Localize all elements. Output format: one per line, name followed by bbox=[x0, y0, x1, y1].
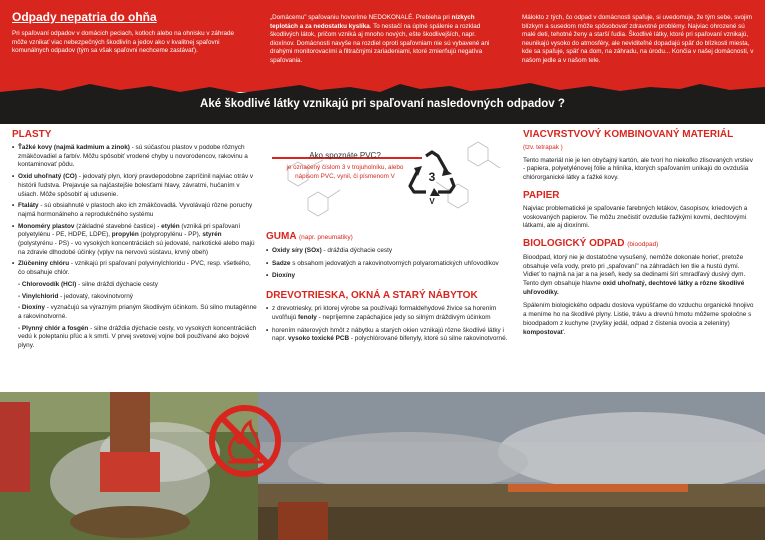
bio-title-text: BIOLOGICKÝ ODPAD bbox=[523, 237, 625, 249]
item-term: fenoly bbox=[298, 313, 317, 321]
item-text: Bioodpad, ktorý nie je dostatočne vysušený, nemôže dokonale horieť, pretože obsahuje veľa vody, preto pri „spaľovaní" na záhradách len tlie a hustú dymí. Vidieť to najmä na jar a na jeseň, kedy sa dedinami šíri smradľavý dusivý dym. Tento dym obsahuje hlavne bbox=[523, 253, 746, 288]
bio-text-1 bbox=[523, 254, 755, 298]
list-item bbox=[12, 223, 258, 258]
bio-note: (bioodpad) bbox=[627, 240, 659, 248]
middle-column bbox=[266, 230, 508, 348]
item-term: oxid uhoľnatý, dechtové látky a rôzne škodlivé uhľovodíky. bbox=[523, 280, 745, 296]
item-text: z drevotriesky, pri ktorej výrobe sa používajú formaldehydové živice sa horením uvoľňujú bbox=[272, 305, 497, 321]
list-item bbox=[12, 144, 258, 170]
item-text: Spálením biologického odpadu doslova vypúšťame do vzduchu organické hnojivo a meníme ho na škodlivé plyny. Listie, trávu a drevnú hmotu môžeme spoločne s bioodpadom z kuchyne (zvyšky jedál, odpad z čistenia ovocia a zeleniny) bbox=[523, 302, 754, 327]
item-term: - Vinylchlorid bbox=[18, 292, 59, 300]
item-text: horením náterových hmôt z nábytku a starých okien vznikajú rôzne škodlivé látky i napr. bbox=[272, 326, 504, 343]
drevo-title: DREVOTRIESKA, OKNÁ A STARÝ NÁBYTOK bbox=[266, 290, 478, 302]
list-item bbox=[12, 173, 258, 199]
list-subitem bbox=[12, 325, 258, 351]
item-term: Ftaláty bbox=[18, 202, 39, 210]
item-term: styrén bbox=[202, 231, 222, 239]
pvc-title: Ako spoznáte PVC? bbox=[309, 151, 381, 160]
list-item bbox=[12, 202, 258, 219]
item-text: (základné stavebné častice) - bbox=[74, 222, 162, 230]
item-term: Monoméry plastov bbox=[18, 222, 75, 230]
item-term: etylén bbox=[161, 222, 180, 230]
guma-title-text: GUMA bbox=[266, 231, 297, 242]
list-item bbox=[266, 272, 508, 281]
item-term: - Chlorovodík (HCl) bbox=[18, 280, 77, 288]
photo-strip bbox=[0, 392, 765, 540]
item-term: - Dioxíny bbox=[18, 304, 45, 312]
pvc-text: je označený číslom 3 v trojuholníku, alebo nápisom PVC, vynil, či písmenom V bbox=[286, 164, 404, 180]
item-term: Dioxíny bbox=[272, 272, 296, 280]
papier-title: PAPIER bbox=[523, 189, 560, 201]
list-subitem bbox=[12, 281, 258, 290]
item-text: (vzniká pri spaľovaní polyetylénu - PE, HDPE, LDPE), bbox=[18, 222, 241, 239]
item-text: s obsahom jedovatých a rakovinotvorných polyaromatických uhľovodíkov bbox=[290, 259, 499, 267]
item-text: . bbox=[563, 328, 566, 336]
intro-title: Odpady nepatria do ohňa bbox=[12, 10, 157, 24]
item-text: - jedovatý, rakovinotvorný bbox=[58, 292, 133, 300]
item-text: - sú súčasťou plastov v podobe rôznych zmäkčovadiel a farbív. Môžu spôsobiť vrodené chyby u novorodencov, rakovinu a kontaminovať pôdu. bbox=[18, 144, 248, 169]
list-item bbox=[266, 327, 508, 344]
item-text: (polypropylénu - PP), bbox=[138, 231, 203, 239]
bio-text-2 bbox=[523, 302, 755, 337]
item-term: Oxid uhoľnatý (CO) bbox=[18, 173, 77, 181]
item-term: kompostovať bbox=[523, 328, 564, 336]
bio-title bbox=[523, 237, 755, 251]
list-subitem bbox=[12, 293, 258, 302]
viac-title: VIACVRSTVOVÝ KOMBINOVANÝ MATERIÁL bbox=[523, 129, 734, 140]
item-term: propylén bbox=[111, 231, 139, 239]
viac-note: (tzv. tetrapak ) bbox=[523, 144, 563, 151]
item-text: - silne dráždia dýchacie cesty, vo vysokých koncentráciách vedú k poleptaniu pľúc a k smrti. V prvej svetovej vojne boli používané ako bojové plyny. bbox=[18, 324, 257, 350]
item-term: Zlúčeniny chlóru bbox=[18, 260, 70, 268]
item-term: vysoko toxické PCB bbox=[288, 335, 350, 343]
item-term: - Plynný chlór a fosgén bbox=[18, 324, 89, 332]
item-text: - dráždia dýchacie cesty bbox=[321, 247, 393, 254]
no-burning-icon bbox=[206, 402, 284, 480]
health-column bbox=[522, 14, 754, 66]
list-item bbox=[266, 305, 508, 322]
item-text: - sú obsiahnuté v plastoch ako ich zmäkčovadlá. Vyvolávajú rôzne poruchy najmä hormonálneho a reprodukčného systému bbox=[18, 202, 253, 218]
list-item bbox=[12, 260, 258, 277]
item-text: - vznikajú pri spaľovaní polyvinylchloridu - PVC, resp. všetkého, čo obsahuje chlór. bbox=[18, 260, 251, 277]
recycle-number: 3 bbox=[428, 170, 436, 184]
item-text: (polystyrénu - PS) - vo vysokých koncentráciách sú jedovaté, narkotické alebo majú na zdravie dlhodobé účinky (vplyv na nervovú sústavu, krvný obeh) bbox=[18, 240, 255, 256]
item-term: Ťažké kovy (najmä kadmium a zinok) bbox=[18, 144, 130, 151]
list-item bbox=[266, 247, 508, 256]
plasty-title: PLASTY bbox=[12, 129, 52, 140]
viac-text: Tento materiál nie je len obyčajný kartón, ale tvorí ho niekoľko zlisovaných vrstiev - papiera, polyetylénovej fólie a hliníka, ktorých spaľovaním unikajú do ovzdušia chlórorganické látky a ťažké kovy. bbox=[523, 156, 753, 182]
right-column bbox=[523, 128, 755, 342]
list-subitem bbox=[12, 304, 258, 321]
intro-column bbox=[12, 10, 247, 56]
domestic-text-2: . To nestačí na úplné spálenie a rozklad škodlivých látok, pričom vzniká aj mnoho nových, ešte škodlivejších, napr. dioxínov. Domácnosti navyše na rozdiel oproti spaľovniam nie sú vybavené ani drahými monitorovacími a filtračnými zariadeniami, ktoré zmierňujú negatíva spaľovania. bbox=[270, 22, 490, 64]
item-text: - polychlórované bifenyly, ktoré sú silne rakovinotvorné. bbox=[349, 335, 508, 343]
intro-text: Pri spaľovaní odpadov v domácich peciach, kotloch alebo na ohnisku v záhrade môže vznikať viac nebezpečných škodlivín a jedov ako v kvalitnej spaľovni komunálnych odpadov (tým sa však spaľovni nechceme zastávať). bbox=[12, 30, 235, 55]
item-term: Oxidy síry (SOx) bbox=[272, 247, 322, 254]
domestic-text-1: „Domácemu" spaľovaniu hovoríme NEDOKONALÉ. Prebieha pri bbox=[270, 14, 452, 21]
banner-title: Aké škodlivé látky vznikajú pri spaľovaní nasledovných odpadov ? bbox=[200, 98, 565, 110]
item-text: - nepríjemne zapáchajúce jedy so silným dráždivým účinkom bbox=[316, 313, 491, 321]
domestic-burning-column bbox=[270, 14, 500, 66]
field-fire-photo bbox=[258, 392, 765, 540]
guma-title bbox=[266, 230, 508, 244]
item-term: Sadze bbox=[272, 259, 291, 267]
papier-text: Najviac problematické je spaľovanie farebných letákov, časopisov, kriedových a voskovaných papierov. Tie môžu znečistiť ovzdušie ťažkými kovmi, dechtovými látkami, ale aj dioxínmi. bbox=[523, 204, 748, 230]
recycle-letter: V bbox=[429, 197, 435, 206]
list-item bbox=[266, 260, 508, 269]
plasty-section bbox=[12, 128, 258, 354]
guma-note: (napr. pneumatiky) bbox=[298, 234, 353, 241]
domestic-text-bold: nízkych teplotách a za nedostatku kyslíka bbox=[270, 14, 475, 30]
item-text: - silne dráždi dýchacie cesty bbox=[76, 280, 158, 288]
item-text: - vyznačujú sa výrazným prianým škodlivým účinkom. Sú silno mutagénne a rakovinotvorné. bbox=[18, 304, 257, 320]
health-text: Málokto z tých, čo odpad v domácnosti spaľuje, si uvedomuje, že tým sebe, svojim blízkym a susedom môže spôsobovať zdravotné problémy. Najviac ohrozené sú malé deti, tehotné ženy a starší ľudia. Škodlivé látky, ktoré pri spaľovaní vznikajú, neunikajú vysoko do atmosféry, ale neviditeľné dopadajú späť do blízkosti miesta, kde sa spaľuje, späť na dom, na záhradu, na úrodu... Končia v našej domácnosti, v našom jedle a v našom tele. bbox=[522, 14, 754, 64]
item-text: - jedovatý plyn, ktorý pravdepodobne zapríčinil najviac otráv v histórii ľudstva. Prejavuje sa najčastejšie bolesťami hlavy, závratmi, hučaním v ušiach. Môže spôsobiť aj udusenie. bbox=[18, 173, 254, 198]
